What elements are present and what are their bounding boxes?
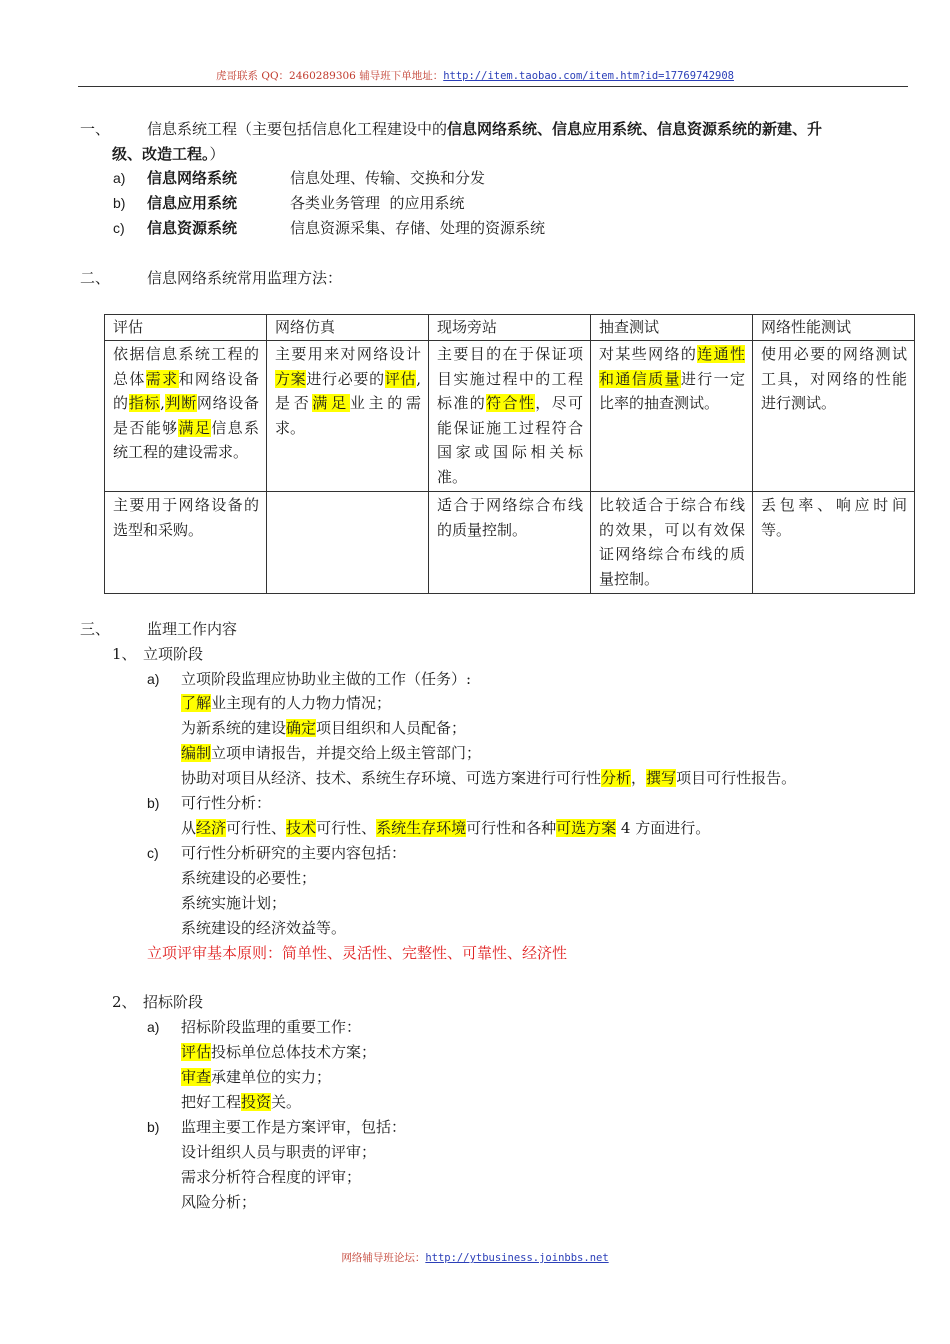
header-link[interactable]: http://item.taobao.com/item.htm?id=17769742908 xyxy=(443,70,734,82)
system-desc: 信息处理、传输、交换和分发 xyxy=(290,169,486,187)
footer-label: 网络辅导班论坛： xyxy=(341,1252,426,1264)
system-name: 信息网络系统 xyxy=(147,169,238,187)
list-item: 系统建设的必要性； xyxy=(181,869,317,887)
table-cell: 依据信息系统工程的总体需求和网络设备的指标,判断网络设备是否能够满足信息系统工程的建设需求。 xyxy=(105,341,267,492)
list-item-title: 监理主要工作是方案评审，包括： xyxy=(181,1118,407,1136)
item-marker: b) xyxy=(113,195,126,211)
subsection-title: 立项阶段 xyxy=(143,645,204,663)
table-cell: 丢包率、响应时间等。 xyxy=(753,492,915,594)
methods-table xyxy=(104,314,915,594)
table-cell: 主要用于网络设备的选型和采购。 xyxy=(105,492,267,594)
list-item: 评估投标单位总体技术方案； xyxy=(181,1043,377,1061)
page-header xyxy=(0,68,950,83)
item-marker: a) xyxy=(147,1019,160,1035)
table-header-cell: 网络仿真 xyxy=(267,315,429,341)
table-header-cell: 评估 xyxy=(105,315,267,341)
section2-title: 信息网络系统常用监理方法： xyxy=(147,269,343,287)
table-cell: 主要用来对网络设计方案进行必要的评估,是否满足业主的需求。 xyxy=(267,341,429,492)
system-desc: 信息资源采集、存储、处理的资源系统 xyxy=(290,219,546,237)
list-item: 编制立项申请报告，并提交给上级主管部门； xyxy=(181,744,482,762)
page-footer xyxy=(0,1250,950,1265)
list-item: 为新系统的建设确定项目组织和人员配备； xyxy=(181,719,467,737)
table-row xyxy=(105,341,915,492)
system-name: 信息应用系统 xyxy=(147,194,238,212)
table-cell: 适合于网络综合布线的质量控制。 xyxy=(429,492,591,594)
list-item: 风险分析； xyxy=(181,1193,257,1211)
list-item-title: 立项阶段监理应协助业主做的工作（任务）: xyxy=(181,670,472,688)
table-header-cell: 网络性能测试 xyxy=(753,315,915,341)
header-contact: 虎哥联系 QQ：2460289306 辅导班下单地址： xyxy=(216,70,444,82)
item-marker: c) xyxy=(113,220,125,236)
list-item-title: 可行性分析研究的主要内容包括： xyxy=(181,844,407,862)
subsection-number: 2、 xyxy=(112,993,137,1011)
list-item: 系统实施计划； xyxy=(181,894,287,912)
table-header-row xyxy=(105,315,915,341)
header-divider xyxy=(78,86,908,87)
item-marker: c) xyxy=(147,845,159,861)
table-cell xyxy=(267,492,429,594)
list-item: 了解业主现有的人力物力情况； xyxy=(181,694,392,712)
item-marker: a) xyxy=(147,671,160,687)
list-item: 需求分析符合程度的评审； xyxy=(181,1168,362,1186)
subsection-title: 招标阶段 xyxy=(143,993,204,1011)
list-item: 协助对项目从经济、技术、系统生存环境、可选方案进行可行性分析，撰写项目可行性报告。 xyxy=(181,769,797,787)
section1-number: 一、 xyxy=(80,120,111,138)
table-cell: 主要目的在于保证项目实施过程中的工程标准的符合性，尽可能保证施工过程符合国家或国际相关标准。 xyxy=(429,341,591,492)
table-cell: 比较适合于综合布线的效果，可以有效保证网络综合布线的质量控制。 xyxy=(591,492,753,594)
item-marker: b) xyxy=(147,1119,160,1135)
item-marker: b) xyxy=(147,795,160,811)
system-name: 信息资源系统 xyxy=(147,219,238,237)
table-header-cell: 抽查测试 xyxy=(591,315,753,341)
table-cell: 使用必要的网络测试工具，对网络的性能进行测试。 xyxy=(753,341,915,492)
system-desc: 各类业务管理 的应用系统 xyxy=(290,194,465,212)
item-marker: a) xyxy=(113,170,126,186)
footer-link[interactable]: http://ytbusiness.joinbbs.net xyxy=(425,1252,609,1264)
list-item: 把好工程投资关。 xyxy=(181,1093,302,1111)
list-item-title: 可行性分析： xyxy=(181,794,272,812)
list-item: 从经济可行性、技术可行性、系统生存环境可行性和各种可选方案 4 方面进行。 xyxy=(181,819,711,837)
section1-intro-cont: 级、改造工程。） xyxy=(112,145,225,163)
list-item-title: 招标阶段监理的重要工作： xyxy=(181,1018,362,1036)
section1-intro: 信息系统工程（主要包括信息化工程建设中的信息网络系统、信息应用系统、信息资源系统的新建、升 xyxy=(147,120,823,138)
principle-note: 立项评审基本原则：简单性、灵活性、完整性、可靠性、经济性 xyxy=(147,944,568,962)
table-row xyxy=(105,492,915,594)
list-item: 审查承建单位的实力； xyxy=(181,1068,332,1086)
list-item: 系统建设的经济效益等。 xyxy=(181,919,347,937)
subsection-number: 1、 xyxy=(112,645,137,663)
table-header-cell: 现场旁站 xyxy=(429,315,591,341)
section3-title: 监理工作内容 xyxy=(147,620,238,638)
section3-number: 三、 xyxy=(80,620,111,638)
table-cell: 对某些网络的连通性和通信质量进行一定比率的抽查测试。 xyxy=(591,341,753,492)
section2-number: 二、 xyxy=(80,269,111,287)
list-item: 设计组织人员与职责的评审； xyxy=(181,1143,377,1161)
